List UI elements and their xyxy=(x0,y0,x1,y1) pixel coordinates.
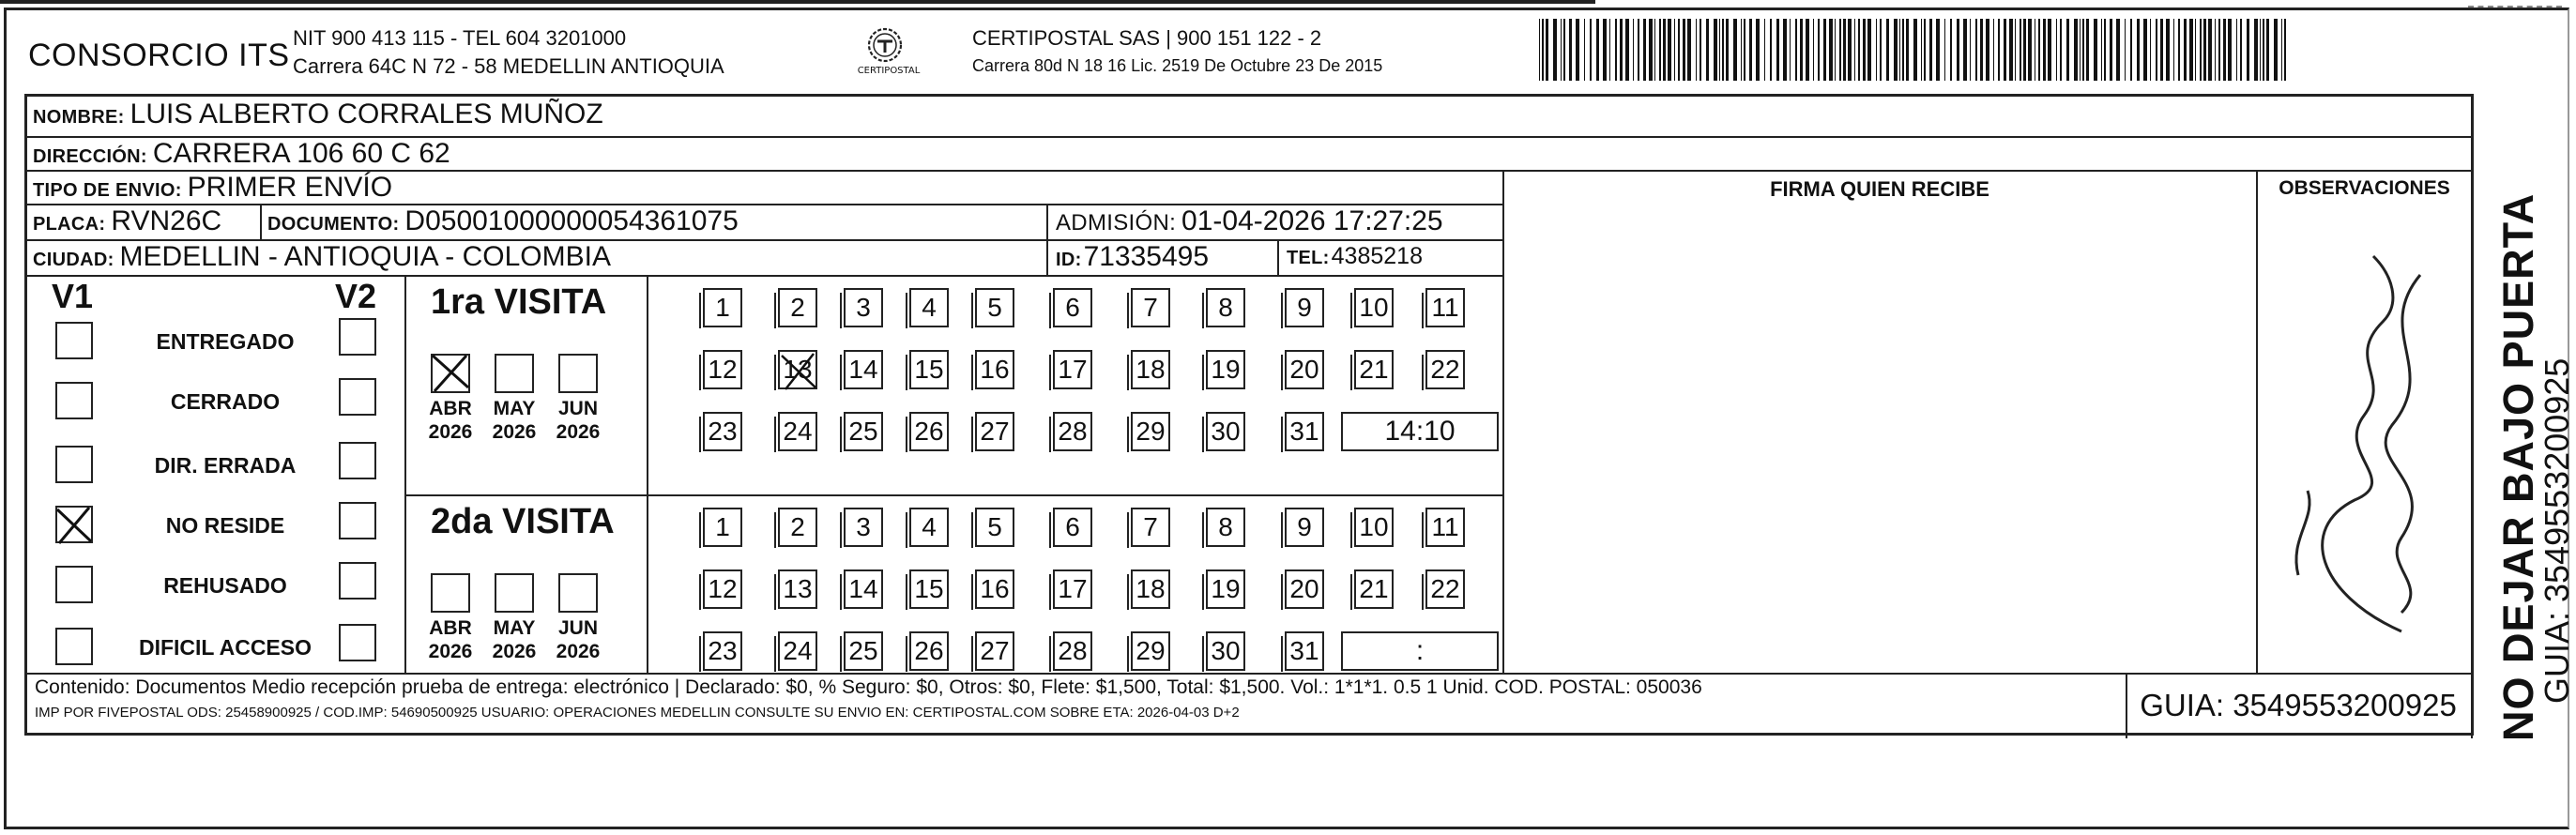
v2-checkbox[interactable] xyxy=(339,502,376,539)
day-box[interactable] xyxy=(1206,631,1245,671)
signature-header: FIRMA QUIEN RECIBE xyxy=(1770,177,1989,201)
col-divider-visit xyxy=(647,275,648,673)
type-value: PRIMER ENVÍO xyxy=(187,172,393,203)
day-box[interactable] xyxy=(1285,350,1324,389)
day-box[interactable] xyxy=(909,508,949,547)
day-number: 24 xyxy=(783,636,813,665)
carrier-info xyxy=(972,24,1382,79)
admission-label: ADMISIÓN: xyxy=(1056,210,1177,235)
month-checkbox[interactable] xyxy=(431,354,470,393)
day-number: 2 xyxy=(790,293,805,322)
day-box[interactable] xyxy=(778,508,817,547)
row-divider-5 xyxy=(27,275,1502,277)
day-box[interactable] xyxy=(844,631,883,671)
company-name: CONSORCIO ITS xyxy=(28,38,290,73)
day-number: 16 xyxy=(980,355,1010,384)
day-box[interactable] xyxy=(703,569,742,609)
month-name: ABR xyxy=(429,617,472,639)
month-year: 2026 xyxy=(556,641,601,662)
handwritten-signature xyxy=(2261,219,2467,669)
day-number: 13 xyxy=(783,574,813,603)
carrier-address: Carrera 80d N 18 16 Lic. 2519 De Octubre 23 De 2015 xyxy=(972,56,1383,75)
day-box[interactable] xyxy=(1285,412,1324,451)
day-box[interactable] xyxy=(1053,412,1092,451)
v2-checkbox[interactable] xyxy=(339,318,376,356)
month-name: MAY xyxy=(493,617,536,639)
day-number: 30 xyxy=(1211,636,1241,665)
month-label xyxy=(422,616,479,663)
day-number: 22 xyxy=(1430,574,1460,603)
form-grid xyxy=(24,94,2474,736)
day-number: 18 xyxy=(1136,355,1166,384)
month-checkbox[interactable] xyxy=(431,573,470,613)
visit-title: 2da VISITA xyxy=(431,502,615,541)
day-number: 8 xyxy=(1218,293,1233,322)
day-number: 12 xyxy=(708,355,738,384)
plate-label: PLACA: xyxy=(33,214,106,235)
day-number: 1 xyxy=(715,293,730,322)
day-number: 29 xyxy=(1136,417,1166,446)
day-box[interactable] xyxy=(1425,350,1465,389)
day-box[interactable] xyxy=(1206,412,1245,451)
address-label: DIRECCIÓN: xyxy=(33,146,147,167)
day-number: 5 xyxy=(987,293,1002,322)
day-number: 8 xyxy=(1218,512,1233,541)
tel-value: 4385218 xyxy=(1331,243,1423,269)
day-box[interactable] xyxy=(1053,508,1092,547)
day-number: 28 xyxy=(1058,417,1088,446)
logo-caption: CERTIPOSTAL xyxy=(857,66,921,76)
month-year: 2026 xyxy=(428,641,473,662)
day-number: 4 xyxy=(922,293,937,322)
day-number: 7 xyxy=(1143,293,1158,322)
day-box[interactable] xyxy=(778,412,817,451)
footer-divider xyxy=(27,673,2471,675)
day-number: 28 xyxy=(1058,636,1088,665)
day-number: 26 xyxy=(914,636,944,665)
day-box[interactable] xyxy=(703,508,742,547)
day-number: 9 xyxy=(1297,293,1312,322)
type-row xyxy=(33,172,392,204)
day-box[interactable] xyxy=(1354,569,1394,609)
day-box[interactable] xyxy=(703,350,742,389)
v1-checkbox[interactable] xyxy=(55,628,93,665)
month-name: ABR xyxy=(429,398,472,419)
id-label: ID: xyxy=(1056,250,1082,270)
day-number: 2 xyxy=(790,512,805,541)
day-box[interactable] xyxy=(1053,631,1092,671)
month-label xyxy=(486,397,542,444)
day-number: 10 xyxy=(1359,512,1389,541)
month-year: 2026 xyxy=(556,421,601,443)
day-box[interactable] xyxy=(1206,508,1245,547)
day-number: 20 xyxy=(1289,355,1319,384)
id-value: 71335495 xyxy=(1083,241,1210,272)
company-info xyxy=(293,24,724,81)
day-number: 22 xyxy=(1430,355,1460,384)
day-box[interactable] xyxy=(1131,288,1170,327)
day-box[interactable] xyxy=(909,631,949,671)
day-box[interactable] xyxy=(1285,508,1324,547)
day-number: 23 xyxy=(708,417,738,446)
month-label xyxy=(422,397,479,444)
tel-label: TEL: xyxy=(1287,248,1330,268)
check-x-icon xyxy=(427,350,474,397)
day-box[interactable] xyxy=(1131,412,1170,451)
city-value: MEDELLIN - ANTIOQUIA - COLOMBIA xyxy=(119,241,611,272)
col-divider-signature xyxy=(1502,170,1504,673)
day-box[interactable] xyxy=(778,288,817,327)
day-number: 5 xyxy=(987,512,1002,541)
v1-checkbox[interactable] xyxy=(55,566,93,603)
time-box[interactable]: 14:10 xyxy=(1341,412,1499,451)
month-year: 2026 xyxy=(492,641,537,662)
v1-checkbox[interactable] xyxy=(55,382,93,419)
day-box[interactable] xyxy=(1053,350,1092,389)
document-label: DOCUMENTO: xyxy=(267,214,400,235)
visit-title: 1ra VISITA xyxy=(431,282,607,322)
day-number: 4 xyxy=(922,512,937,541)
check-x-icon xyxy=(776,348,821,393)
address-value: CARRERA 106 60 C 62 xyxy=(152,138,450,169)
day-number: 21 xyxy=(1359,574,1389,603)
name-value: LUIS ALBERTO CORRALES MUÑOZ xyxy=(130,99,603,129)
day-box[interactable] xyxy=(1425,288,1465,327)
day-box[interactable] xyxy=(1131,569,1170,609)
day-box[interactable] xyxy=(975,350,1014,389)
day-box[interactable] xyxy=(1354,288,1394,327)
company-nit: NIT 900 413 115 - TEL 604 3201000 xyxy=(293,26,627,50)
day-number: 24 xyxy=(783,417,813,446)
status-label: ENTREGADO xyxy=(156,329,295,354)
day-box[interactable] xyxy=(778,569,817,609)
footer-text xyxy=(35,676,2118,721)
month-year: 2026 xyxy=(428,421,473,443)
day-number: 31 xyxy=(1289,417,1319,446)
day-number: 27 xyxy=(980,417,1010,446)
day-number: 21 xyxy=(1359,355,1389,384)
city-row xyxy=(33,241,611,273)
day-number: 7 xyxy=(1143,512,1158,541)
day-number: 19 xyxy=(1211,355,1241,384)
visit-divider xyxy=(404,494,1502,496)
day-box[interactable] xyxy=(909,412,949,451)
day-number: 17 xyxy=(1058,355,1088,384)
day-number: 3 xyxy=(856,512,871,541)
day-box[interactable] xyxy=(1131,350,1170,389)
address-row xyxy=(33,138,450,170)
day-number: 30 xyxy=(1211,417,1241,446)
v1-checkbox[interactable] xyxy=(55,506,93,543)
day-box[interactable] xyxy=(1285,569,1324,609)
day-number: 19 xyxy=(1211,574,1241,603)
day-number: 31 xyxy=(1289,636,1319,665)
name-row xyxy=(33,99,603,130)
status-label: DIR. ERRADA xyxy=(154,453,297,478)
day-box[interactable] xyxy=(1053,288,1092,327)
footer-imp-line: IMP POR FIVEPOSTAL ODS: 25458900925 / COD.IMP: 54690500925 USUARIO: OPERACIONES MEDELLIN CONSULTE SU ENVIO EN: CERTIPOSTAL.COM SOBRE ETA: 2026-04-03 D+2 xyxy=(35,705,1240,721)
day-box[interactable] xyxy=(778,350,817,389)
day-number: 17 xyxy=(1058,574,1088,603)
day-number: 18 xyxy=(1136,574,1166,603)
month-checkbox[interactable] xyxy=(495,354,534,393)
month-name: MAY xyxy=(493,398,536,419)
month-name: JUN xyxy=(557,617,598,639)
time-box[interactable]: : xyxy=(1341,631,1499,671)
day-number: 6 xyxy=(1065,293,1080,322)
check-x-icon xyxy=(53,504,95,545)
v1-header: V1 xyxy=(52,277,94,315)
barcode-icon xyxy=(1539,19,2290,81)
day-number: 13 xyxy=(783,355,813,384)
footer-content-line: Contenido: Documentos Medio recepción prueba de entrega: electrónico | Declarado: $0, % Seguro: $0, Otros: $0, Flete: $1,500, Total: $1,500. Vol.: 1*1*1. 0.5 1 Unid. COD. POSTAL: 050036 xyxy=(35,676,1702,698)
admission-value: 01-04-2026 17:27:25 xyxy=(1181,205,1443,236)
status-label: CERRADO xyxy=(170,389,281,414)
col-divider-admission xyxy=(1046,204,1048,275)
day-box[interactable] xyxy=(844,288,883,327)
v1-checkbox[interactable] xyxy=(55,446,93,483)
day-number: 15 xyxy=(914,574,944,603)
day-number: 14 xyxy=(848,355,878,384)
day-box[interactable] xyxy=(1354,350,1394,389)
day-box[interactable] xyxy=(1053,569,1092,609)
document-row xyxy=(267,205,739,237)
col-divider-plate xyxy=(260,204,262,239)
company-address: Carrera 64C N 72 - 58 MEDELLIN ANTIOQUIA xyxy=(293,54,724,78)
id-row xyxy=(1056,241,1209,273)
day-box[interactable] xyxy=(1285,288,1324,327)
day-box[interactable] xyxy=(703,412,742,451)
month-name: JUN xyxy=(557,398,598,419)
day-box[interactable] xyxy=(844,412,883,451)
v2-checkbox[interactable] xyxy=(339,442,376,479)
month-checkbox[interactable] xyxy=(558,354,598,393)
day-number: 25 xyxy=(848,636,878,665)
day-number: 11 xyxy=(1431,293,1459,322)
top-border-line xyxy=(0,0,1595,4)
day-box[interactable] xyxy=(1285,631,1324,671)
side-warning: NO DEJAR BAJO PUERTA xyxy=(2494,192,2542,741)
type-label: TIPO DE ENVIO: xyxy=(33,180,182,201)
carrier-name: CERTIPOSTAL SAS | 900 151 122 - 2 xyxy=(972,26,1322,50)
plate-value: RVN26C xyxy=(111,205,222,236)
day-number: 29 xyxy=(1136,636,1166,665)
v2-checkbox[interactable] xyxy=(339,378,376,416)
day-box[interactable] xyxy=(1425,508,1465,547)
status-label: DIFICIL ACCESO xyxy=(138,635,312,660)
city-label: CIUDAD: xyxy=(33,250,114,270)
day-number: 12 xyxy=(708,574,738,603)
day-box[interactable] xyxy=(703,288,742,327)
day-box[interactable] xyxy=(1206,350,1245,389)
day-box[interactable] xyxy=(909,350,949,389)
day-number: 26 xyxy=(914,417,944,446)
day-box[interactable] xyxy=(975,508,1014,547)
day-box[interactable] xyxy=(1206,288,1245,327)
day-box[interactable] xyxy=(975,631,1014,671)
day-box[interactable] xyxy=(1131,631,1170,671)
footer-guia: GUIA: 3549553200925 xyxy=(2140,688,2457,722)
day-box[interactable] xyxy=(975,288,1014,327)
day-number: 20 xyxy=(1289,574,1319,603)
day-box[interactable] xyxy=(1425,569,1465,609)
day-box[interactable] xyxy=(844,508,883,547)
observations-header: OBSERVACIONES xyxy=(2279,177,2450,199)
day-number: 14 xyxy=(848,574,878,603)
month-checkbox[interactable] xyxy=(495,573,534,613)
day-number: 16 xyxy=(980,574,1010,603)
side-guia: GUIA: 3549553200925 xyxy=(2538,357,2576,704)
day-number: 27 xyxy=(980,636,1010,665)
day-number: 6 xyxy=(1065,512,1080,541)
month-year: 2026 xyxy=(492,421,537,443)
day-number: 15 xyxy=(914,355,944,384)
col-divider-tel xyxy=(1277,239,1279,275)
v2-header: V2 xyxy=(335,277,377,315)
month-label xyxy=(550,616,606,663)
side-column xyxy=(2447,103,2576,741)
month-checkbox[interactable] xyxy=(558,573,598,613)
status-label: NO RESIDE xyxy=(165,513,285,538)
day-box[interactable] xyxy=(844,569,883,609)
day-box[interactable] xyxy=(975,412,1014,451)
v1-checkbox[interactable] xyxy=(55,322,93,359)
v2-checkbox[interactable] xyxy=(339,624,376,661)
day-number: 9 xyxy=(1297,512,1312,541)
name-label: NOMBRE: xyxy=(33,107,125,128)
day-number: 23 xyxy=(708,636,738,665)
day-box[interactable] xyxy=(844,350,883,389)
day-number: 3 xyxy=(856,293,871,322)
day-box[interactable] xyxy=(1354,508,1394,547)
admission-row xyxy=(1056,205,1443,237)
day-box[interactable] xyxy=(778,631,817,671)
col-divider-status xyxy=(404,275,406,673)
day-number: 10 xyxy=(1359,293,1389,322)
day-box[interactable] xyxy=(909,288,949,327)
row-divider-2 xyxy=(27,170,2471,172)
month-label xyxy=(486,616,542,663)
col-divider-observations xyxy=(2256,170,2258,673)
tel-row xyxy=(1287,243,1423,270)
day-box[interactable] xyxy=(703,631,742,671)
day-box[interactable] xyxy=(975,569,1014,609)
day-box[interactable] xyxy=(1131,508,1170,547)
day-box[interactable] xyxy=(1206,569,1245,609)
status-label: REHUSADO xyxy=(163,573,287,598)
day-number: 11 xyxy=(1431,512,1459,541)
month-label xyxy=(550,397,606,444)
day-number: 1 xyxy=(715,512,730,541)
v2-checkbox[interactable] xyxy=(339,562,376,600)
day-box[interactable] xyxy=(909,569,949,609)
day-number: 25 xyxy=(848,417,878,446)
document-value: D05001000000054361075 xyxy=(404,205,739,236)
plate-row xyxy=(33,205,221,237)
